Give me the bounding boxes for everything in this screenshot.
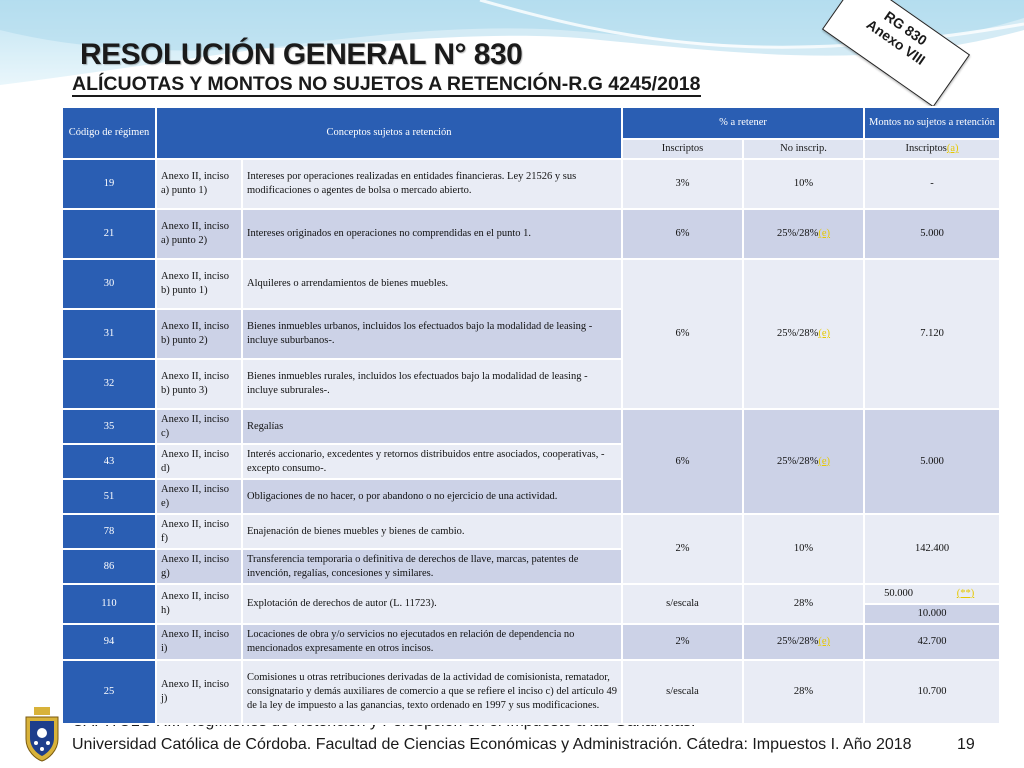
footer-text: Universidad Católica de Córdoba. Facultad de Ciencias Económicas y Administración. Cátedra: Impuestos I. Año 2018 xyxy=(72,736,912,753)
amount-not-subject: 5.000 xyxy=(864,409,1000,514)
amount-not-subject: 142.400 xyxy=(864,514,1000,584)
slide-subtitle: ALÍCUOTAS Y MONTOS NO SUJETOS A RETENCIÓN-R.G 4245/2018 xyxy=(72,73,701,95)
annex-reference: Anexo II, inciso d) xyxy=(156,444,242,479)
annex-reference: Anexo II, inciso e) xyxy=(156,479,242,514)
header-no-inscrip: No inscrip. xyxy=(743,139,864,159)
withholding-table xyxy=(61,106,1001,725)
regime-code: 32 xyxy=(62,359,156,409)
regime-code: 30 xyxy=(62,259,156,309)
amount-not-subject: 7.120 xyxy=(864,259,1000,409)
concept-description: Locaciones de obra y/o servicios no ejecutados en relación de dependencia no mencionados expresamente en otros incisos. xyxy=(242,624,622,660)
regime-code: 25 xyxy=(62,660,156,724)
rate-inscriptos: 2% xyxy=(622,624,743,660)
annex-reference: Anexo II, inciso i) xyxy=(156,624,242,660)
amount-not-subject: - xyxy=(864,159,1000,209)
table-row xyxy=(62,259,1000,309)
footnote-link-e[interactable]: (e) xyxy=(818,228,831,240)
regime-code: 31 xyxy=(62,309,156,359)
rate-no-inscriptos: 28% xyxy=(743,584,864,624)
concept-description: Alquileres o arrendamientos de bienes muebles. xyxy=(242,259,622,309)
annex-reference: Anexo II, inciso b) punto 1) xyxy=(156,259,242,309)
regime-code: 86 xyxy=(62,549,156,584)
annex-reference: Anexo II, inciso b) punto 2) xyxy=(156,309,242,359)
table-row xyxy=(62,409,1000,444)
amount-not-subject-secondary: 10.000 xyxy=(865,605,999,623)
header-amount-inscriptos xyxy=(864,139,1000,159)
amount-not-subject: 10.700 xyxy=(864,660,1000,724)
footnote-link-double-star[interactable]: (**) xyxy=(956,588,975,600)
rate-no-inscriptos xyxy=(743,259,864,409)
amount-not-subject-primary xyxy=(865,585,999,605)
annex-reference: Anexo II, inciso g) xyxy=(156,549,242,584)
annex-reference: Anexo II, inciso j) xyxy=(156,660,242,724)
rate-inscriptos: s/escala xyxy=(622,660,743,724)
rate-inscriptos: 6% xyxy=(622,209,743,259)
annex-reference: Anexo II, inciso b) punto 3) xyxy=(156,359,242,409)
concept-description: Interés accionario, excedentes y retornos distribuidos entre asociados, cooperativas, -excepto consumo-. xyxy=(242,444,622,479)
concept-description: Regalías xyxy=(242,409,622,444)
rate-no-inscriptos xyxy=(743,624,864,660)
regime-code: 78 xyxy=(62,514,156,549)
table-row xyxy=(62,584,1000,624)
concept-description: Explotación de derechos de autor (L. 11723). xyxy=(242,584,622,624)
annex-reference: Anexo II, inciso c) xyxy=(156,409,242,444)
rate-no-inscriptos: 10% xyxy=(743,159,864,209)
university-crest-icon xyxy=(20,705,64,763)
regime-code: 43 xyxy=(62,444,156,479)
annex-badge-label: RG 830 Anexo VIII xyxy=(863,7,931,68)
footnote-link-a[interactable]: (a) xyxy=(946,143,959,154)
concept-description: Bienes inmuebles urbanos, incluidos los efectuados bajo la modalidad de leasing -incluye suburbanos-. xyxy=(242,309,622,359)
slide-title: RESOLUCIÓN GENERAL N° 830 xyxy=(80,38,523,71)
rate-inscriptos: 3% xyxy=(622,159,743,209)
header-percent: % a retener xyxy=(622,107,864,139)
rate-no-inscriptos-value: 25%/28% xyxy=(776,455,819,467)
annex-reference: Anexo II, inciso f) xyxy=(156,514,242,549)
rate-inscriptos: 6% xyxy=(622,259,743,409)
rate-no-inscriptos-value: 25%/28% xyxy=(776,636,819,648)
table-row xyxy=(62,209,1000,259)
table-row xyxy=(62,514,1000,549)
footnote-link-e[interactable]: (e) xyxy=(818,636,831,648)
concept-description: Comisiones u otras retribuciones derivadas de la actividad de comisionista, rematador, consignatario y demás auxiliares de comercio a que se refiere el inciso c) del artículo 49 de la ley de impuesto a las ganancias, texto ordenado en 1997 y sus modificaciones. xyxy=(242,660,622,724)
table-row xyxy=(62,159,1000,209)
footnote-link-e[interactable]: (e) xyxy=(818,455,831,467)
header-concept: Conceptos sujetos a retención xyxy=(156,107,622,159)
amount-not-subject: 5.000 xyxy=(864,209,1000,259)
amount-not-subject: 42.700 xyxy=(864,624,1000,660)
annex-reference: Anexo II, inciso a) punto 2) xyxy=(156,209,242,259)
regime-code: 51 xyxy=(62,479,156,514)
rate-inscriptos: s/escala xyxy=(622,584,743,624)
concept-description: Bienes inmuebles rurales, incluidos los efectuados bajo la modalidad de leasing -incluye subrurales-. xyxy=(242,359,622,409)
regime-code: 19 xyxy=(62,159,156,209)
concept-description: Enajenación de bienes muebles y bienes de cambio. xyxy=(242,514,622,549)
amount-primary-value: 50.000 xyxy=(884,588,913,600)
header-amount-inscriptos-label: Inscriptos xyxy=(905,143,947,154)
rate-no-inscriptos-value: 25%/28% xyxy=(776,228,819,240)
regime-code: 94 xyxy=(62,624,156,660)
rate-inscriptos: 6% xyxy=(622,409,743,514)
concept-description: Obligaciones de no hacer, o por abandono o no ejercicio de una actividad. xyxy=(242,479,622,514)
annex-reference: Anexo II, inciso h) xyxy=(156,584,242,624)
footnote-link-e[interactable]: (e) xyxy=(818,328,831,340)
concept-description: Transferencia temporaria o definitiva de derechos de llave, marcas, patentes de invención, regalías, concesiones y similares. xyxy=(242,549,622,584)
header-inscriptos: Inscriptos xyxy=(622,139,743,159)
regime-code: 110 xyxy=(62,584,156,624)
rate-no-inscriptos-value: 25%/28% xyxy=(776,328,819,340)
rate-no-inscriptos: 28% xyxy=(743,660,864,724)
rate-no-inscriptos xyxy=(743,409,864,514)
table-row xyxy=(62,660,1000,724)
concept-description: Intereses por operaciones realizadas en entidades financieras. Ley 21526 y sus modificaciones o agentes de bolsa o mercado abierto. xyxy=(242,159,622,209)
concept-description: Intereses originados en operaciones no comprendidas en el punto 1. xyxy=(242,209,622,259)
regime-code: 21 xyxy=(62,209,156,259)
table-row xyxy=(62,624,1000,660)
withholding-table-container xyxy=(61,106,999,723)
rate-no-inscriptos: 10% xyxy=(743,514,864,584)
amount-not-subject-split xyxy=(864,584,1000,624)
regime-code: 35 xyxy=(62,409,156,444)
header-amount: Montos no sujetos a retención xyxy=(864,107,1000,139)
header-code: Código de régimen xyxy=(62,107,156,159)
rate-no-inscriptos xyxy=(743,209,864,259)
page-number: 19 xyxy=(957,736,975,753)
annex-reference: Anexo II, inciso a) punto 1) xyxy=(156,159,242,209)
rate-inscriptos: 2% xyxy=(622,514,743,584)
